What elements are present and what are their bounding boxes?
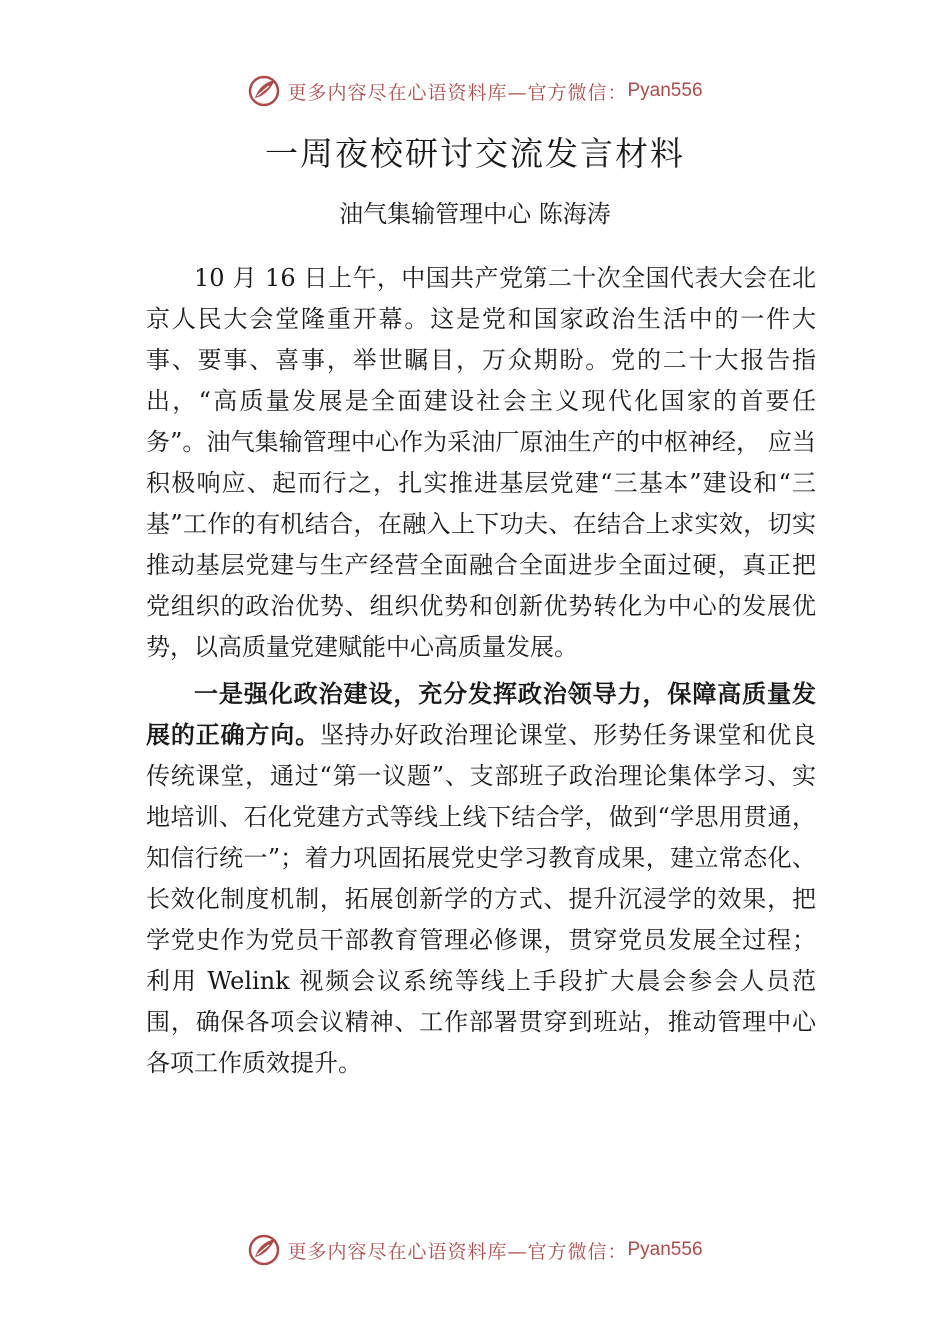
watermark-banner-bottom	[0, 1233, 950, 1267]
watermark-text: 更多内容尽在心语资料库—官方微信：	[287, 1240, 628, 1263]
watermark-wechat-id: Pyan556	[627, 80, 703, 101]
paragraph-1-text: 10 月 16 日上午，中国共产党第二十次全国代表大会在北京人民大会堂隆重开幕。这是党和国家政治生活中的一件大事、要事、喜事，举世瞩目，万众期盼。党的二十大报告指出，“高质量发展是全面建设社会主义现代化国家的首要任务”。油气集输管理中心作为采油厂原油生产的中枢神经， 应当积极响应、起而行之，扎实推进基层党建“三基本”建设和“三基”工作的有机结合，在融入上下功夫、在结合上求实效，切实推动基层党建与生产经营全面融合全面进步全面过硬，真正把党组织的政治优势、组织优势和创新优势转化为中心的发展优势，以高质量党建赋能中心高质量发展。	[146, 264, 816, 661]
watermark-wechat-id: Pyan556	[627, 1239, 703, 1260]
paragraph-1	[146, 258, 816, 668]
leaf-logo-icon	[247, 74, 281, 108]
watermark-text: 更多内容尽在心语资料库—官方微信：	[287, 81, 628, 104]
paragraph-2	[146, 674, 816, 1084]
document-body	[146, 258, 816, 1084]
document-title: 一周夜校研讨交流发言材料	[265, 134, 685, 173]
paragraph-2-text: 坚持办好政治理论课堂、形势任务课堂和优良传统课堂，通过“第一议题”、支部班子政治理论集体学习、实地培训、石化党建方式等线上线下结合学，做到“学思用贯通，知信行统一”；着力巩固拓展党史学习教育成果，建立常态化、长效化制度机制，拓展创新学的方式、提升沉浸学的效果，把学党史作为党员干部教育管理必修课，贯穿党员发展全过程；利用 Welink 视频会议系统等线上手段扩大晨会参会人员范围，确保各项会议精神、工作部署贯穿到班站，推动管理中心各项工作质效提升。	[146, 721, 817, 1077]
leaf-logo-icon	[247, 1233, 281, 1267]
paragraph-2-lead: 一是强化政治建设，充分发挥政治领导力，保障高质量发展的正确方向。	[146, 680, 816, 749]
document-author: 油气集输管理中心 陈海涛	[339, 200, 611, 228]
watermark-banner-top	[0, 74, 950, 108]
